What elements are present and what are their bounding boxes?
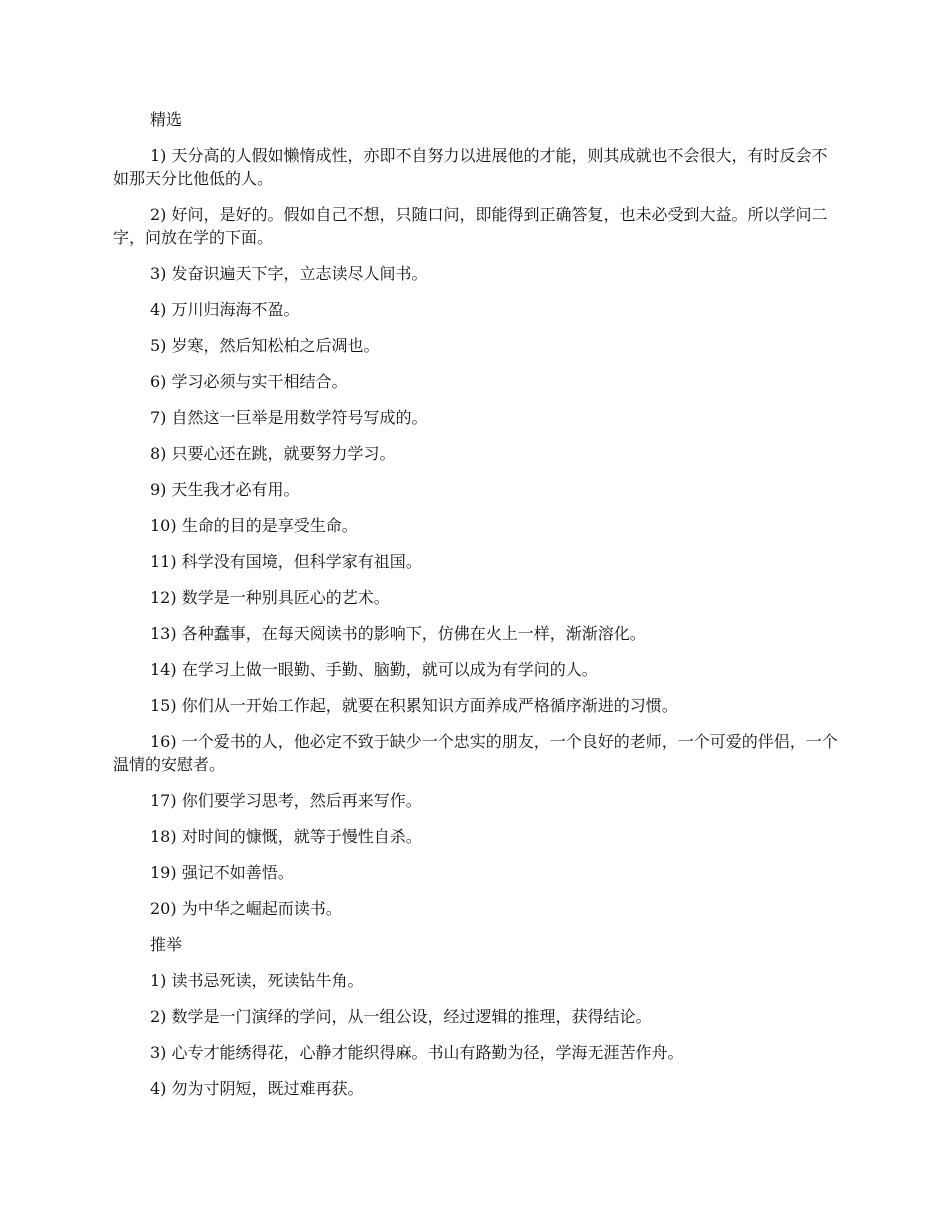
quote-item: 4) 万川归海海不盈。: [150, 300, 300, 319]
quote-item: 20) 为中华之崛起而读书。: [150, 899, 342, 918]
section-heading-recommended: 推举: [150, 935, 183, 954]
quote-item: 5) 岁寒，然后知松柏之后凋也。: [150, 336, 380, 355]
quote-item: 3) 心专才能绣得花，心静才能织得麻。书山有路勤为径，学海无涯苦作舟。: [150, 1043, 684, 1062]
quote-item: 16) 一个爱书的人，他必定不致于缺少一个忠实的朋友，一个良好的老师，一个可爱的伴侣，一个温情的安慰者。: [113, 732, 838, 774]
document-body: [113, 108, 838, 1113]
quote-item: 4) 勿为寸阴短，既过难再获。: [150, 1079, 364, 1098]
section-heading-featured: 精选: [150, 110, 183, 129]
quote-item: 8) 只要心还在跳，就要努力学习。: [150, 444, 396, 463]
quote-item: 6) 学习必须与实干相结合。: [150, 372, 348, 391]
quote-item: 10) 生命的目的是享受生命。: [150, 516, 358, 535]
quote-item: 7) 自然这一巨举是用数学符号写成的。: [150, 408, 428, 427]
quote-item: 1) 读书忌死读，死读钻牛角。: [150, 971, 364, 990]
quote-item: 19) 强记不如善悟。: [150, 863, 294, 882]
quote-item: 14) 在学习上做一眼勤、手勤、脑勤，就可以成为有学问的人。: [150, 660, 598, 679]
quote-item: 12) 数学是一种别具匠心的艺术。: [150, 588, 390, 607]
quote-item: 11) 科学没有国境，但科学家有祖国。: [150, 552, 422, 571]
quote-item: 3) 发奋识遍天下字，立志读尽人间书。: [150, 264, 428, 283]
quote-item: 2) 好问，是好的。假如自己不想，只随口问，即能得到正确答复，也未必受到大益。所以学问二字，问放在学的下面。: [113, 205, 828, 247]
quote-item: 1) 天分高的人假如懒惰成性，亦即不自努力以进展他的才能，则其成就也不会很大，有时反会不如那天分比他低的人。: [113, 146, 828, 188]
quote-item: 9) 天生我才必有用。: [150, 480, 300, 499]
quote-item: 18) 对时间的慷慨，就等于慢性自杀。: [150, 827, 422, 846]
quote-item: 13) 各种蠢事，在每天阅读书的影响下，仿佛在火上一样，渐渐溶化。: [150, 624, 646, 643]
quote-item: 17) 你们要学习思考，然后再来写作。: [150, 791, 422, 810]
quote-item: 2) 数学是一门演绎的学问，从一组公设，经过逻辑的推理，获得结论。: [150, 1007, 652, 1026]
quote-item: 15) 你们从一开始工作起，就要在积累知识方面养成严格循序渐进的习惯。: [150, 696, 678, 715]
